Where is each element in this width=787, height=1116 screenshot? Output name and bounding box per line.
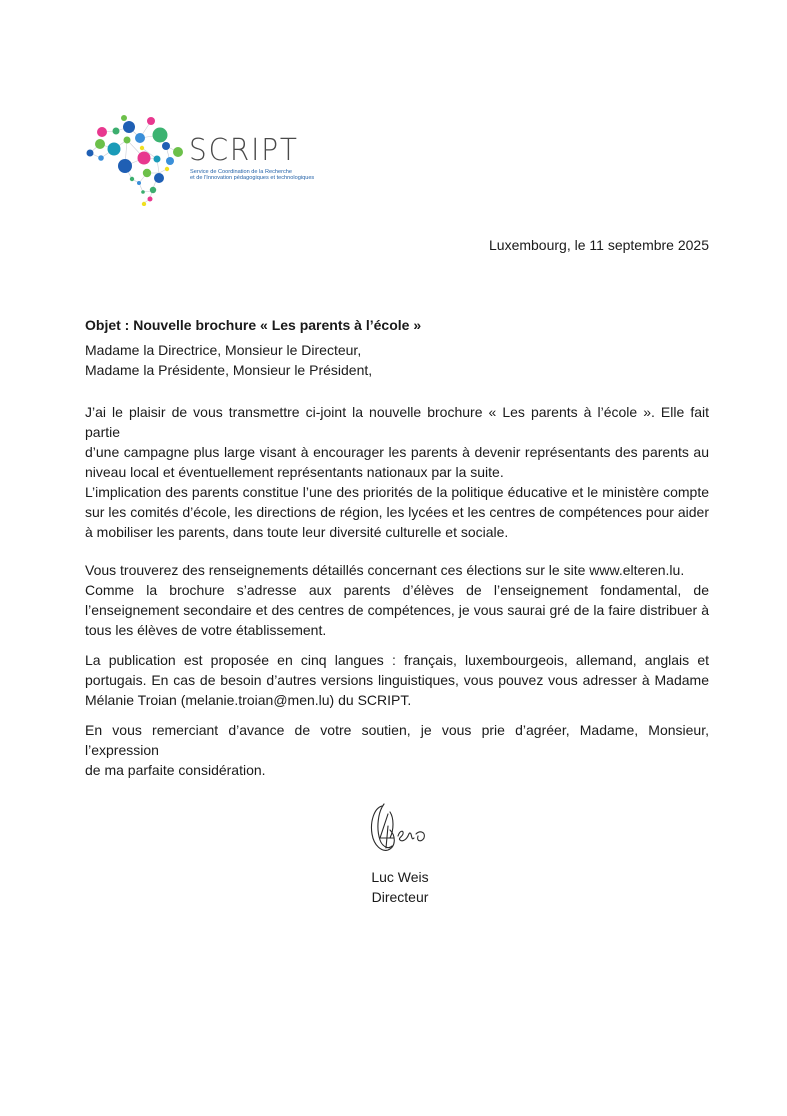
- signer-name: Luc Weis: [371, 869, 429, 885]
- paragraph-languages: [85, 650, 709, 710]
- paragraph-elections-info: [85, 560, 709, 640]
- paragraph-line: à mobiliser les parents, dans toute leur diversité culturelle et sociale.: [85, 524, 509, 540]
- paragraph-line-with-email[interactable]: Mélanie Troian (melanie.troian@men.lu) du SCRIPT.: [85, 692, 412, 708]
- logo-tagline-line: et de l'Innovation pédagogiques et technologiques: [190, 175, 315, 182]
- paragraph-line: d’une campagne plus large visant à encourager les parents à devenir représentants des parents au: [85, 444, 709, 460]
- logo-tagline-line: Service de Coordination de la Recherche: [190, 169, 292, 175]
- salutation: [85, 340, 709, 380]
- paragraph-line: tous les élèves de votre établissement.: [85, 622, 327, 638]
- paragraph-line: J’ai le plaisir de vous transmettre ci-joint la nouvelle brochure « Les parents à l’école ». Elle fait partie: [85, 404, 709, 440]
- paragraph-closing: [85, 720, 709, 780]
- logo-tagline: [190, 169, 314, 182]
- salutation-line: Madame la Directrice, Monsieur le Directeur,: [85, 342, 362, 358]
- salutation-line: Madame la Présidente, Monsieur le Président,: [85, 362, 373, 378]
- paragraph-line: de ma parfaite considération.: [85, 762, 266, 778]
- paragraph-line: Comme la brochure s’adresse aux parents d’élèves de l’enseignement fondamental, de: [85, 582, 709, 598]
- place-date: Luxembourg, le 11 septembre 2025: [489, 237, 709, 253]
- paragraph-line: La publication est proposée en cinq langues : français, luxembourgeois, allemand, anglais et: [85, 652, 709, 668]
- paragraph-line: sur les comités d’école, les directions de région, les lycées et les centres de compétences pour aider: [85, 504, 709, 520]
- signer-title: Directeur: [371, 889, 429, 905]
- paragraph-parent-involvement: [85, 482, 709, 542]
- script-logo: [82, 106, 342, 206]
- network-dots-logo-icon: [82, 106, 192, 206]
- logo-wordmark: SCRIPT: [189, 133, 299, 168]
- paragraph-line: En vous remerciant d’avance de votre soutien, je vous prie d’agréer, Madame, Monsieur, l’expression: [85, 722, 709, 758]
- paragraph-line: niveau local et éventuellement représentants nationaux par la suite.: [85, 464, 504, 480]
- letter-subject: Objet : Nouvelle brochure « Les parents à l’école »: [85, 317, 422, 333]
- paragraph-brochure-intro: [85, 402, 709, 482]
- paragraph-line-with-link[interactable]: Vous trouverez des renseignements détaillés concernant ces élections sur le site www.elteren.lu.: [85, 562, 685, 578]
- signature-block: [340, 800, 460, 907]
- paragraph-line: l’enseignement secondaire et des centres de compétences, je vous saurai gré de la faire distribuer à: [85, 602, 709, 618]
- paragraph-line: L’implication des parents constitue l’une des priorités de la politique éducative et le ministère compte: [85, 484, 709, 500]
- handwritten-signature-icon: [360, 800, 440, 860]
- paragraph-line: portugais. En cas de besoin d’autres versions linguistiques, vous pouvez vous adresser à Madame: [85, 672, 709, 688]
